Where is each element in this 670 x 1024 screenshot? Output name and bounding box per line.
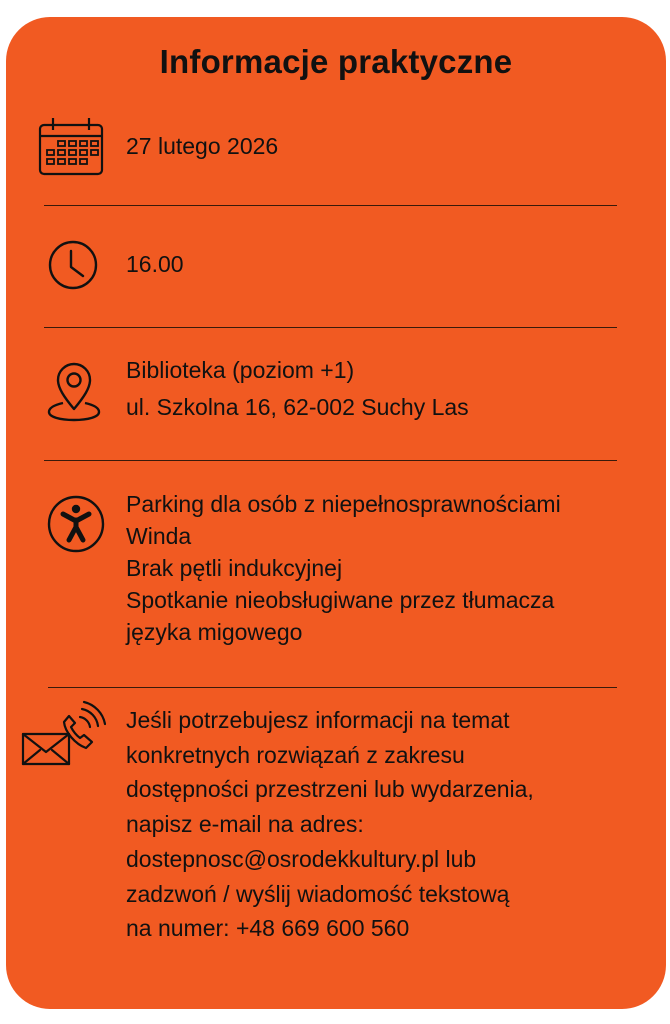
event-time: 16.00: [126, 251, 184, 277]
location-line: Biblioteka (poziom +1): [126, 357, 355, 383]
contact-info: [126, 703, 534, 946]
contact-phone-line: na numer: +48 669 600 560: [126, 915, 410, 942]
accessibility-item: Winda: [126, 523, 192, 549]
calendar-icon: [38, 117, 106, 177]
divider: [48, 687, 617, 688]
location-address: [126, 354, 469, 423]
location-pin-icon: [46, 361, 102, 423]
accessibility-item: języka migowego: [126, 619, 303, 645]
accessibility-item: Parking dla osób z niepełnosprawnościami: [126, 491, 561, 517]
contact-line: napisz e-mail na adres:: [126, 811, 364, 838]
accessibility-item: Brak pętli indukcyjnej: [126, 555, 343, 581]
practical-info-card: [6, 17, 666, 1009]
divider: [44, 327, 617, 328]
contact-email-line: dostepnosc@osrodekkultury.pl lub: [126, 845, 477, 872]
clock-icon: [47, 239, 99, 291]
divider: [44, 205, 617, 206]
accessibility-list: [126, 488, 561, 648]
divider: [44, 460, 617, 461]
card-title: Informacje praktyczne: [159, 43, 513, 80]
accessibility-icon: [46, 494, 106, 554]
contact-line: dostępności przestrzeni lub wydarzenia,: [126, 776, 534, 803]
contact-line: Jeśli potrzebujesz informacji na temat: [126, 707, 510, 733]
accessibility-item: Spotkanie nieobsługiwane przez tłumacza: [126, 587, 555, 613]
event-date: 27 lutego 2026: [126, 133, 279, 159]
mail-phone-icon: [20, 700, 106, 768]
contact-line: zadzwoń / wyślij wiadomość tekstową: [126, 880, 510, 907]
location-line: ul. Szkolna 16, 62-002 Suchy Las: [126, 394, 469, 420]
contact-line: konkretnych rozwiązań z zakresu: [126, 741, 465, 768]
